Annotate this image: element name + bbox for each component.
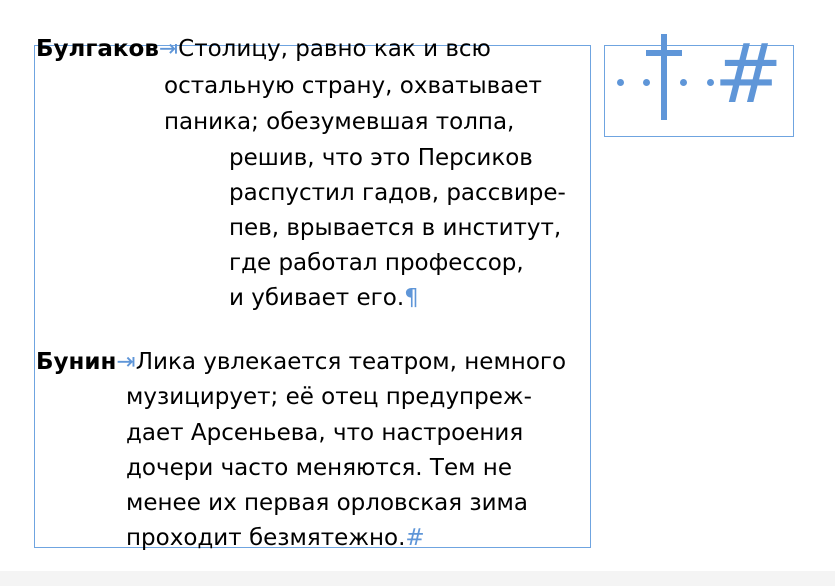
entry-bulgakov-line-7 xyxy=(229,246,524,280)
entry-bunin-line-6 xyxy=(126,521,425,555)
bottom-strip xyxy=(0,571,835,586)
entry-text-line: пев, врывается в институт, xyxy=(229,215,562,241)
hash-mark: # xyxy=(405,525,425,551)
hash-icon: # xyxy=(714,27,783,122)
entry-bulgakov-line-4 xyxy=(229,141,533,175)
entry-text-line: Лика увлекается театром, немного xyxy=(135,349,567,375)
entry-text-line: Столицу, равно как и всю xyxy=(178,36,491,62)
cursor-cross-vertical-icon xyxy=(661,34,667,120)
entry-bunin-line-3 xyxy=(126,416,523,450)
entry-name-bulgakov: Булгаков xyxy=(36,36,159,62)
entry-text-line: паника; обезумевшая толпа, xyxy=(164,109,515,135)
entry-text-line: и убивает его. xyxy=(229,285,405,311)
entry-text-line: менее их первая орловская зима xyxy=(126,490,529,516)
space-dot-icon xyxy=(643,79,650,86)
cursor-cross-horizontal-icon xyxy=(646,50,682,56)
entry-text-line: где работал профессор, xyxy=(229,250,524,276)
entry-text-line: проходит безмятежно. xyxy=(126,525,406,551)
entry-bulgakov-line-2 xyxy=(164,69,542,103)
tab-mark: ⇥ xyxy=(158,36,179,62)
entry-bunin-line-2 xyxy=(126,380,532,414)
entry-bunin-line-5 xyxy=(126,486,528,520)
space-dot-icon xyxy=(680,79,687,86)
entry-bulgakov-line-6 xyxy=(229,211,561,245)
space-dot-icon xyxy=(617,79,624,86)
entry-text-line: распустил гадов, рассвире- xyxy=(229,180,566,206)
entry-text-line: решив, что это Персиков xyxy=(229,145,533,171)
entry-bunin-line-1 xyxy=(36,345,566,379)
pilcrow-mark: ¶ xyxy=(404,285,419,311)
entry-bulgakov-line-3 xyxy=(164,105,514,139)
entry-text-line: дает Арсеньева, что настроения xyxy=(126,420,524,446)
entry-bulgakov-line-5 xyxy=(229,176,566,210)
entry-text-line: дочери часто меняются. Тем не xyxy=(126,455,512,481)
entry-text-line: остальную страну, охватывает xyxy=(164,73,542,99)
entry-text-line: музицирует; её отец предупреж- xyxy=(126,384,532,410)
tab-mark: ⇥ xyxy=(116,349,136,375)
space-dot-icon xyxy=(707,79,714,86)
entry-bulgakov-line-1 xyxy=(36,32,491,66)
entry-name-bunin: Бунин xyxy=(36,349,117,375)
entry-bulgakov-line-8 xyxy=(229,281,419,315)
entry-bunin-line-4 xyxy=(126,451,512,485)
